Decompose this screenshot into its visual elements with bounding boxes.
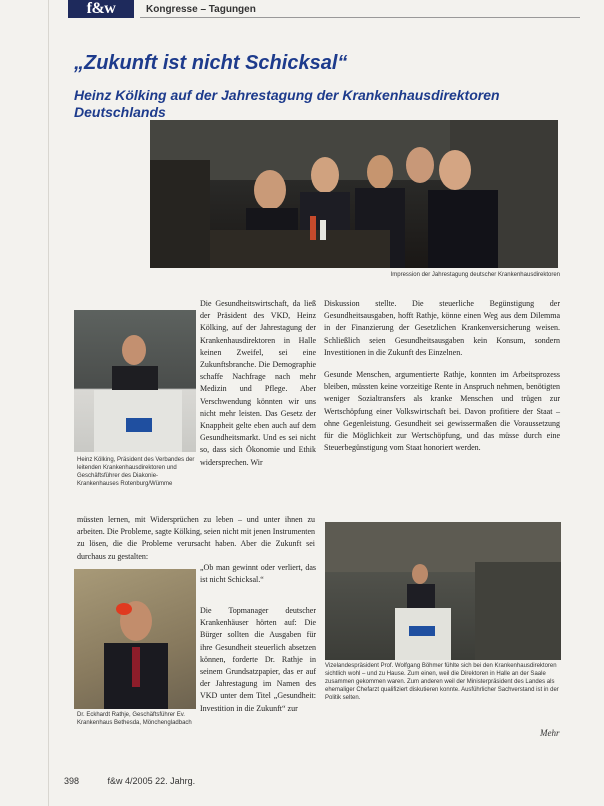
article-paragraph-3: Diskussion stellte. Die steuerliche Begünstigung der Gesundheitsausgaben, hofft Rathje, könne einen Weg aus dem Dilemma in der Finanzierung der Gesetzlichen Krankenversicherung weisen. Schließlich seien Gesundheitsausgaben kein Konsum, sondern Investitionen in die Zukunft des Einzelnen. xyxy=(324,299,560,357)
portrait-rathje-photo xyxy=(74,569,196,709)
speaker-boehmer-caption: Vizelandespräsident Prof. Wolfgang Böhmer fühlte sich bei den Krankenhausdirektoren sichtlich wohl – und zu Hause. Zum einen, weil die Direktoren in Halle an der Saale zusammen gekommen waren. Zum anderen weil der Ministerpräsident des Landes als ehemaliger Chefarzt qualifiziert diskutieren konnte. Ausführlicher Sachverstand ist in der Politik selten. xyxy=(325,663,559,701)
portrait-koelking-photo xyxy=(74,310,196,452)
article-paragraph-4: Gesunde Menschen, argumentierte Rathje, konnten im Arbeitsprozess bleiben, müssten keine vorzeitige Rente in Anspruch nehmen, benötigten weniger Sozialtransfers als kranke Menschen und trügen zur Wertschöpfung einer Volkswirtschaft bei. Davon profitiere der Staat – ohne Gegenleistung. Gesundheit sei gewissermaßen die Voraussetzung für die Möglichkeit zur Wertschöpfung, und das müsse durch eine Steuerbegünstigung vom Staat honoriert werden. xyxy=(324,370,560,453)
article-quote: „Ob man gewinnt oder verliert, das ist nicht Schicksal.“ xyxy=(200,563,316,585)
hero-caption: Impression der Jahrestagung deutscher Krankenhausdirektoren xyxy=(390,272,560,278)
article-title: „Zukunft ist nicht Schicksal“ xyxy=(74,52,348,74)
continued-marker: Mehr xyxy=(540,728,560,738)
issue-info: f&w 4/2005 22. Jahrg. xyxy=(107,776,196,786)
page-number: 398 xyxy=(64,776,80,786)
article-paragraph-1: Die Gesundheitswirtschaft, da ließ der Präsident des VKD, Heinz Kölking, auf der Jahrestagung der Krankenhausdirektoren in Halle keinen Zweifel, sei eine Zukunftsbranche. Die Demographie schaffe Nachfrage nach mehr Medizin und Pflege. Aber Verschwendung könnten wir uns nicht mehr leisten. Das Gesetz der Knappheit gelte eben auch auf dem Gesundheitsmarkt. Und es sei nicht so, dass sich Ökonomie und Ethik widersprechen. Wir xyxy=(200,299,316,467)
speaker-boehmer-photo xyxy=(325,522,561,660)
page-footer xyxy=(64,776,195,786)
page-gutter xyxy=(48,0,49,806)
article-paragraph-1-cont: müssten lernen, mit Widersprüchen zu leben – und unter ihnen zu arbeiten. Die Probleme, sagte Kölking, seien nicht mit jenen Instrumenten zu lösen, die die Probleme verursacht haben. Aber die Zukunft sei durchaus zu gestalten: xyxy=(77,515,315,561)
magazine-logo: f&w xyxy=(68,0,134,18)
article-subtitle: Heinz Kölking auf der Jahrestagung der Krankenhausdirektoren Deutschlands xyxy=(74,87,500,120)
portrait-koelking-caption: Heinz Kölking, Präsident des Verbandes der leitenden Krankenhausdirektoren und Geschäftsführer des Diakonie-Krankenhauses Rotenburg/Wümme xyxy=(77,457,195,487)
hero-photo xyxy=(150,120,558,268)
portrait-rathje-caption: Dr. Eckhardt Rathje, Geschäftsführer Ev. Krankenhaus Bethesda, Mönchengladbach xyxy=(77,712,192,726)
header-divider xyxy=(140,17,580,18)
section-label: Kongresse – Tagungen xyxy=(146,4,256,15)
article-paragraph-2: Die Topmanager deutscher Krankenhäuser hörten auf: Die Bürger sollten die Ausgaben für ihre Gesundheit steuerlich absetzen können, forderte Dr. Rathje in seinem Grundsatzpapier, das er auf der Jahrestagung im Namen des VKD unter dem Titel „Gesundheit: Investition in die Zukunft“ zur xyxy=(200,606,316,713)
